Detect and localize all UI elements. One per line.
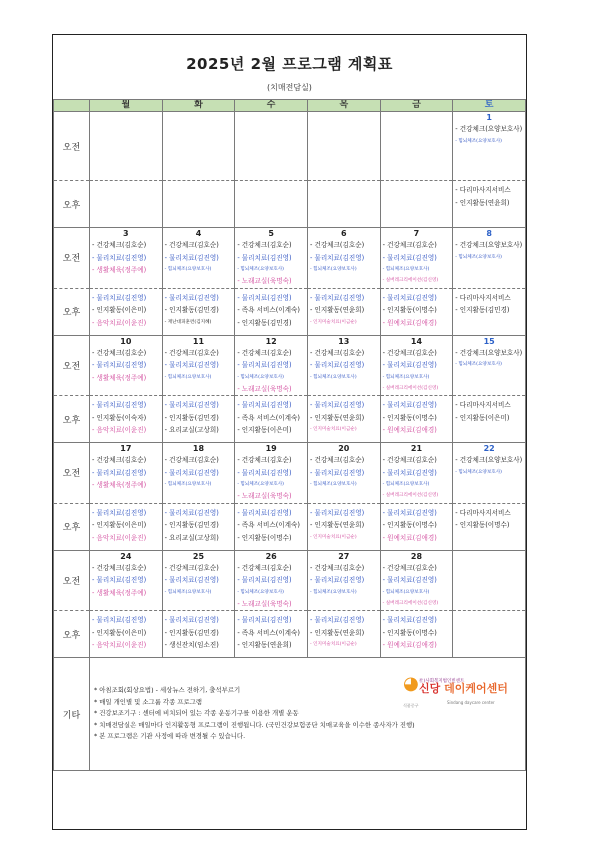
day-am-cell — [453, 112, 526, 181]
day-pm-cell — [90, 611, 163, 658]
weeks-body — [54, 112, 526, 658]
day-am-cell — [453, 228, 526, 289]
program-item: - 힘뇌체조(요양보호사) — [309, 482, 357, 487]
program-item: - 인지활동(김민경) — [164, 628, 219, 637]
logo-org: 社)사회복지법인빈센트 — [419, 679, 465, 684]
week-pm-row — [54, 181, 526, 228]
day-number: 21 — [410, 444, 423, 453]
day-pm-cell — [235, 503, 308, 550]
program-item: - 건강체크(요양보호사) — [455, 456, 523, 464]
program-item: - 인지미술치료(이금순) — [309, 319, 357, 325]
program-item: - 힘뇌체조(요양보호사) — [309, 589, 357, 595]
program-item: - 생활체육(정주예) — [92, 588, 147, 597]
program-item: - 물리치료(김진영) — [309, 293, 365, 302]
program-item: - 인지활동(이은미) — [92, 306, 147, 314]
schedule-sheet — [52, 34, 527, 830]
day-am-cell — [162, 112, 235, 181]
day-am-cell — [307, 550, 380, 611]
program-item: - 힘뇌체조(요양보호사) — [164, 482, 212, 487]
program-item: - 인지미술치료(이금순) — [309, 642, 357, 647]
weekday-header: 금 — [380, 100, 453, 112]
program-item: - 생활체육(정주예) — [92, 481, 147, 489]
day-pm-cell — [453, 611, 526, 658]
pm-label: 오후 — [54, 288, 90, 335]
day-am-cell — [162, 228, 235, 289]
program-item: - 노래교실(육명숙) — [237, 599, 292, 608]
program-item: - 힘뇌체조(요양보호사) — [382, 482, 430, 487]
program-item: - 요리교실(고상희) — [164, 533, 219, 542]
day-pm-cell — [380, 396, 453, 443]
program-item: - 물리치료(김진영) — [237, 293, 292, 302]
program-item: - 물리치료(김진영) — [309, 361, 365, 369]
program-item: - 힘뇌체조(요양보호사) — [164, 267, 212, 272]
program-item: - 인지미술치료(이금순) — [309, 534, 357, 540]
program-item: - 물리치료(김진영) — [237, 401, 292, 409]
weekday-header: 수 — [235, 100, 308, 112]
day-number: 27 — [338, 551, 350, 561]
program-item: - 건강체크(요양보호사) — [455, 125, 523, 133]
day-am-cell — [90, 228, 163, 289]
am-label: 오전 — [54, 550, 90, 611]
program-item: - 인지활동(김민경) — [455, 306, 510, 314]
day-pm-cell — [453, 181, 526, 228]
note-line: * 건강보조기구 : 센터에 비치되어 있는 각종 운동기구를 이용한 개별 운동 — [94, 709, 299, 718]
program-item: - 물리치료(김진영) — [382, 576, 437, 584]
program-item: - 건강체크(김호순) — [382, 456, 437, 464]
schedule-table — [53, 99, 526, 771]
day-pm-cell — [307, 181, 380, 228]
day-number: 22 — [483, 444, 495, 453]
program-item: - 건강체크(요양보호사) — [455, 348, 523, 357]
program-item: - 건강체크(김호순) — [92, 456, 147, 464]
day-am-cell — [453, 443, 526, 504]
program-item: - 요리교실(고상희) — [164, 426, 219, 434]
program-item: - 실버레크리에이션(김신영) — [382, 493, 439, 498]
logo-mark-icon: ◕ — [403, 673, 419, 694]
day-pm-cell — [235, 288, 308, 335]
program-item: - 재난대피훈련(김지혜) — [164, 319, 212, 325]
day-am-cell — [380, 228, 453, 289]
program-item: - 물리치료(김진영) — [164, 468, 219, 477]
program-item: - 실버레크리에이션(김신영) — [382, 278, 439, 283]
program-item: - 건강체크(김호순) — [382, 348, 437, 357]
logo-name-a: 신당 — [419, 682, 441, 695]
program-item: - 인지활동(연윤희) — [309, 521, 365, 529]
program-item: - 원예치료(김애경) — [382, 533, 437, 542]
program-item: - 건강체크(김호순) — [309, 348, 365, 357]
day-number: 24 — [120, 551, 132, 561]
program-item: - 물리치료(김진영) — [164, 508, 219, 517]
day-number: 14 — [410, 336, 423, 346]
day-number: 18 — [192, 444, 205, 453]
am-label: 오전 — [54, 443, 90, 504]
program-item: - 물리치료(김진영) — [382, 468, 437, 477]
week-am-row — [54, 335, 526, 396]
day-number — [308, 112, 380, 123]
program-item: - 힘뇌체조(요양보호사) — [382, 374, 430, 380]
week-pm-row — [54, 288, 526, 335]
day-number: 26 — [265, 551, 277, 561]
note-line: * 치매전담실은 매일마다 인지활동형 프로그램이 진행됩니다. (국민건강보험공단 치매교육을 이수한 종사자가 진행) — [94, 720, 415, 729]
day-am-cell — [162, 335, 235, 396]
program-item: - 음악치료(이윤진) — [92, 426, 147, 434]
program-item: - 생신잔치(임소진) — [164, 641, 219, 649]
program-item: - 건강체크(김호순) — [309, 456, 365, 464]
program-item: - 물리치료(김진영) — [382, 401, 437, 409]
logo-name-b: 데이케어센터 — [440, 682, 508, 695]
note-line: * 아침조회(회상요법) - 세상뉴스 전하기, 출석부르기 — [94, 686, 241, 695]
program-item: - 물리치료(김진영) — [382, 508, 437, 517]
program-item: - 건강체크(김호순) — [164, 456, 219, 464]
program-item: - 족욕 서비스(이계숙) — [237, 306, 300, 314]
day-pm-cell — [235, 611, 308, 658]
day-number: 3 — [123, 229, 129, 238]
day-number: 4 — [195, 229, 202, 238]
day-pm-cell — [90, 181, 163, 228]
program-item: - 인지활동(김민경) — [237, 318, 292, 327]
program-item: - 인지활동(연윤희) — [455, 198, 510, 207]
day-am-cell — [235, 335, 308, 396]
program-item: - 노래교실(육명숙) — [237, 492, 292, 500]
pm-label: 오후 — [54, 396, 90, 443]
day-pm-cell — [380, 503, 453, 550]
program-item: - 인지활동(김민경) — [164, 413, 219, 422]
program-item: - 건강체크(김호순) — [237, 563, 292, 572]
day-pm-cell — [235, 396, 308, 443]
day-pm-cell — [307, 288, 380, 335]
day-number: 8 — [486, 229, 492, 238]
program-item: - 물리치료(김진영) — [92, 576, 147, 584]
program-item: - 힘뇌체조(요양보호사) — [309, 267, 357, 272]
day-am-cell — [162, 443, 235, 504]
day-number: 25 — [192, 551, 205, 561]
day-pm-cell — [162, 181, 235, 228]
program-item: - 음악치료(이윤진) — [92, 533, 147, 542]
day-am-cell — [235, 550, 308, 611]
am-label: 오전 — [54, 228, 90, 289]
program-item: - 노래교실(육명숙) — [237, 384, 292, 393]
week-am-row — [54, 112, 526, 181]
program-item: - 인지활동(이명수) — [382, 521, 437, 529]
day-number: 7 — [413, 229, 420, 238]
program-item: - 힘뇌체조(요양보호사) — [455, 138, 502, 144]
am-label: 오전 — [54, 335, 90, 396]
program-item: - 노래교실(육명숙) — [237, 277, 292, 285]
program-item: - 물리치료(김진영) — [382, 293, 437, 302]
notes-cell — [90, 658, 526, 771]
day-pm-cell — [380, 288, 453, 335]
pm-label: 오후 — [54, 181, 90, 228]
program-item: - 건강체크(김호순) — [92, 348, 147, 357]
program-item: - 건강체크(김호순) — [237, 241, 292, 249]
program-item: - 물리치료(김진영) — [237, 616, 292, 624]
corner-cell — [54, 100, 90, 112]
program-item: - 건강체크(김호순) — [164, 241, 219, 249]
day-pm-cell — [307, 503, 380, 550]
program-item: - 건강체크(김호순) — [164, 348, 219, 357]
note-line: * 매일 개인별 및 소그룹 각종 프로그램 — [94, 697, 202, 706]
program-item: - 건강체크(김호순) — [309, 563, 365, 572]
program-item: - 다리마사지서비스 — [455, 186, 511, 194]
program-item: - 힘뇌체조(요양보호사) — [455, 254, 502, 260]
page-subtitle: (치매전담실) — [267, 83, 312, 92]
day-number: 11 — [192, 336, 205, 346]
program-item: - 물리치료(김진영) — [237, 508, 292, 517]
program-item: - 다리마사지서비스 — [455, 401, 511, 409]
program-item: - 물리치료(김진영) — [237, 576, 292, 584]
note-line: * 본 프로그램은 기관 사정에 따라 변경될 수 있습니다. — [94, 732, 246, 741]
program-item: - 물리치료(김진영) — [92, 401, 147, 409]
program-item: - 인지활동(이명수) — [455, 521, 510, 529]
day-number: 12 — [265, 336, 277, 346]
program-item: - 힘뇌체조(요양보호사) — [382, 267, 430, 272]
program-item: - 건강체크(김호순) — [92, 241, 147, 249]
program-item: - 건강체크(김호순) — [309, 241, 365, 249]
program-item: - 물리치료(김진영) — [382, 253, 437, 262]
day-pm-cell — [90, 288, 163, 335]
am-label: 오전 — [54, 112, 90, 181]
program-item: - 인지활동(연윤희) — [237, 641, 292, 649]
program-item: - 인지미술치료(이금순) — [309, 427, 357, 432]
day-pm-cell — [162, 503, 235, 550]
program-item: - 힘뇌체조(요양보호사) — [164, 589, 212, 595]
center-logo — [403, 673, 515, 708]
program-item: - 물리치료(김진영) — [92, 468, 147, 477]
day-pm-cell — [162, 396, 235, 443]
program-item: - 건강체크(김호순) — [92, 563, 147, 572]
program-item: - 물리치료(김진영) — [382, 361, 437, 369]
notes-row — [54, 658, 526, 771]
program-item: - 힘뇌체조(요양보호사) — [309, 374, 357, 380]
day-am-cell — [453, 335, 526, 396]
program-item: - 힘뇌체조(요양보호사) — [455, 362, 502, 367]
day-pm-cell — [162, 288, 235, 335]
week-pm-row — [54, 611, 526, 658]
program-item: - 힘뇌체조(요양보호사) — [237, 589, 284, 595]
day-am-cell — [453, 550, 526, 611]
program-item: - 물리치료(김진영) — [164, 616, 219, 624]
day-am-cell — [380, 550, 453, 611]
program-item: - 물리치료(김진영) — [92, 616, 147, 624]
program-item: - 원예치료(김애경) — [382, 641, 437, 649]
day-number: 15 — [483, 336, 495, 346]
day-number: 6 — [341, 229, 347, 238]
program-item: - 다리마사지서비스 — [455, 293, 511, 302]
program-item: - 물리치료(김진영) — [164, 401, 219, 409]
logo-sub: 식품중구 — [403, 703, 419, 708]
program-item: - 인지활동(이은미) — [455, 413, 510, 422]
program-item: - 건강체크(김호순) — [382, 241, 437, 249]
day-am-cell — [307, 335, 380, 396]
day-am-cell — [235, 112, 308, 181]
day-am-cell — [380, 112, 453, 181]
program-item: - 힘뇌체조(요양보호사) — [164, 374, 212, 380]
program-item: - 물리치료(김진영) — [382, 616, 437, 624]
day-number — [90, 112, 162, 123]
program-item: - 물리치료(김진영) — [92, 293, 147, 302]
day-am-cell — [380, 335, 453, 396]
day-am-cell — [162, 550, 235, 611]
program-item: - 물리치료(김진영) — [92, 253, 147, 262]
week-am-row — [54, 443, 526, 504]
day-pm-cell — [90, 503, 163, 550]
program-item: - 인지활동(이명수) — [237, 533, 292, 542]
logo-name — [419, 683, 508, 695]
program-item: - 족욕 서비스(이계숙) — [237, 521, 300, 529]
day-am-cell — [90, 443, 163, 504]
program-item: - 힘뇌체조(요양보호사) — [382, 589, 430, 595]
day-am-cell — [235, 228, 308, 289]
program-item: - 인지활동(이은미) — [237, 426, 292, 434]
day-pm-cell — [453, 503, 526, 550]
day-number — [453, 551, 525, 562]
program-item: - 원예치료(김애경) — [382, 426, 437, 434]
day-number: 10 — [120, 336, 132, 346]
day-pm-cell — [307, 611, 380, 658]
program-item: - 건강체크(김호순) — [237, 348, 292, 357]
page-title: 2025년 2월 프로그램 계획표 — [186, 55, 393, 73]
program-item: - 족욕 서비스(이계숙) — [237, 628, 300, 637]
program-item: - 인지활동(이숙자) — [92, 413, 147, 422]
program-item: - 인지활동(이은미) — [92, 521, 147, 529]
program-item: - 물리치료(김진영) — [164, 253, 219, 262]
week-am-row — [54, 228, 526, 289]
program-item: - 물리치료(김진영) — [309, 576, 365, 584]
week-am-row — [54, 550, 526, 611]
day-am-cell — [90, 550, 163, 611]
day-number — [381, 112, 453, 123]
day-am-cell — [90, 112, 163, 181]
notes-label: 기타 — [54, 658, 90, 771]
day-pm-cell — [453, 396, 526, 443]
program-item: - 인지활동(이명수) — [382, 628, 437, 637]
program-item: - 원예치료(김애경) — [382, 318, 437, 327]
program-item: - 물리치료(김진영) — [309, 468, 365, 477]
program-item: - 힘뇌체조(요양보호사) — [237, 374, 284, 380]
program-item: - 물리치료(김진영) — [164, 361, 219, 369]
day-number — [163, 112, 235, 123]
weekday-header: 월 — [90, 100, 163, 112]
program-item: - 건강체크(김호순) — [382, 563, 437, 572]
day-am-cell — [235, 443, 308, 504]
day-number: 17 — [120, 444, 132, 453]
program-item: - 물리치료(김진영) — [237, 361, 292, 369]
program-item: - 생활체육(정주예) — [92, 266, 147, 274]
day-number: 5 — [268, 229, 274, 238]
day-number: 1 — [486, 113, 492, 122]
weekday-header-row — [54, 100, 526, 112]
pm-label: 오후 — [54, 503, 90, 550]
week-pm-row — [54, 396, 526, 443]
week-pm-row — [54, 503, 526, 550]
program-item: - 건강체크(요양보호사) — [455, 241, 523, 249]
day-am-cell — [307, 228, 380, 289]
program-item: - 건강체크(김호순) — [164, 563, 219, 572]
day-number: 13 — [338, 336, 350, 346]
logo-english: Sindang daycare center — [447, 700, 495, 705]
program-item: - 실버레크리에이션(김신영) — [382, 385, 439, 391]
program-item: - 생활체육(정주예) — [92, 373, 147, 382]
program-item: - 인지활동(이은미) — [92, 628, 147, 637]
pm-label: 오후 — [54, 611, 90, 658]
program-item: - 인지활동(연윤희) — [309, 628, 365, 637]
program-item: - 실버레크리에이션(김신영) — [382, 600, 439, 606]
program-item: - 힘뇌체조(요양보호사) — [455, 469, 502, 475]
day-pm-cell — [380, 181, 453, 228]
program-item: - 족욕 서비스(이계숙) — [237, 413, 300, 422]
program-item: - 물리치료(김진영) — [309, 508, 365, 517]
weekday-header: 목 — [307, 100, 380, 112]
program-item: - 건강체크(김호순) — [237, 456, 292, 464]
weekday-header: 화 — [162, 100, 235, 112]
program-item: - 물리치료(김진영) — [92, 361, 147, 369]
day-pm-cell — [162, 611, 235, 658]
day-number: 28 — [410, 551, 423, 561]
day-number: 20 — [338, 444, 350, 453]
program-item: - 인지활동(연윤희) — [309, 306, 365, 314]
day-pm-cell — [90, 396, 163, 443]
program-item: - 물리치료(김진영) — [309, 253, 365, 262]
program-item: - 물리치료(김진영) — [164, 576, 219, 584]
program-item: - 음악치료(이윤진) — [92, 641, 147, 649]
program-item: - 물리치료(김진영) — [92, 508, 147, 517]
program-item: - 인지활동(김민경) — [164, 521, 219, 529]
day-pm-cell — [235, 181, 308, 228]
day-number — [235, 112, 307, 123]
day-am-cell — [307, 443, 380, 504]
program-item: - 인지활동(이명수) — [382, 306, 437, 314]
program-item: - 인지활동(이명수) — [382, 413, 437, 422]
program-item: - 힘뇌체조(요양보호사) — [237, 482, 284, 487]
day-am-cell — [380, 443, 453, 504]
program-item: - 물리치료(김진영) — [309, 616, 365, 624]
day-pm-cell — [307, 396, 380, 443]
program-item: - 음악치료(이윤진) — [92, 318, 147, 327]
program-item: - 힘뇌체조(요양보호사) — [237, 267, 284, 272]
program-item: - 물리치료(김진영) — [309, 401, 365, 409]
day-pm-cell — [380, 611, 453, 658]
program-item: - 인지활동(김민경) — [164, 306, 219, 314]
day-am-cell — [307, 112, 380, 181]
program-item: - 다리마사지서비스 — [455, 508, 511, 517]
program-item: - 물리치료(김진영) — [237, 468, 292, 477]
program-item: - 물리치료(김진영) — [164, 293, 219, 302]
program-item: - 물리치료(김진영) — [237, 253, 292, 262]
weekday-header: 토 — [453, 100, 526, 112]
day-pm-cell — [453, 288, 526, 335]
day-am-cell — [90, 335, 163, 396]
program-item: - 인지활동(연윤희) — [309, 413, 365, 422]
day-number: 19 — [265, 444, 277, 453]
